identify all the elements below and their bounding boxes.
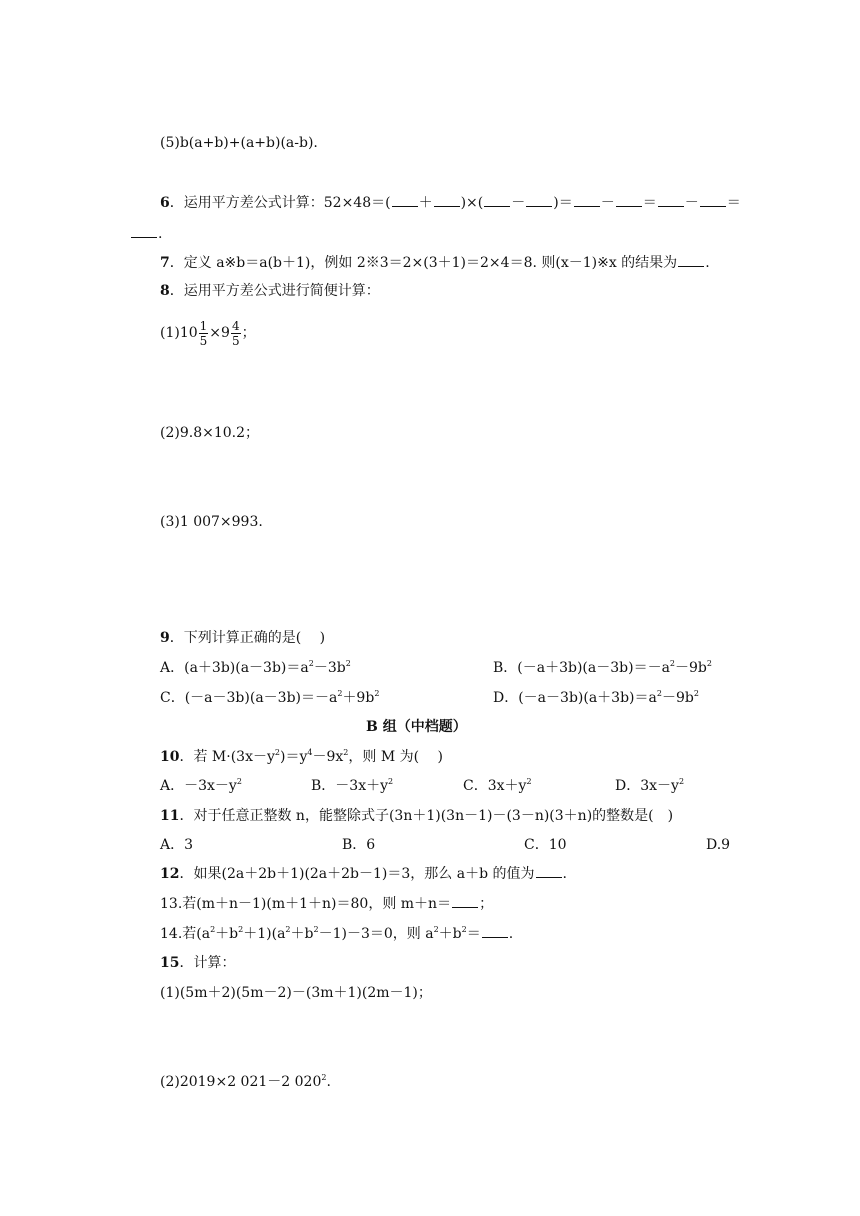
q12-end: . (562, 866, 567, 882)
q10-b-sup: 2 (388, 777, 394, 786)
q8-p1-end: ； (241, 325, 256, 341)
q9-option-c[interactable] (160, 688, 379, 708)
q8-number: 8 (160, 283, 170, 299)
q14-sup-5: 2 (433, 925, 439, 934)
q9-a-sup-2: 2 (345, 659, 351, 668)
question-12 (160, 864, 567, 884)
q7-blank[interactable] (678, 253, 704, 267)
q8-fraction-2 (231, 319, 241, 348)
q6-eq: )＝ (553, 195, 573, 211)
q11-option-d[interactable] (706, 835, 730, 855)
q12-blank[interactable] (536, 864, 562, 878)
question-10 (160, 747, 443, 767)
q7-end: . (705, 255, 710, 271)
q15-number: 15 (160, 955, 180, 971)
q14-sup-2: 2 (238, 925, 244, 934)
q9-b-text: B．(－a＋3b)(a－3b)＝－a (493, 660, 670, 676)
q10-option-c[interactable] (463, 776, 532, 796)
q11-a-text: A．3 (160, 837, 194, 853)
q13-blank[interactable] (452, 894, 478, 908)
q8-p1-lead: (1)10 (160, 325, 198, 341)
q6-minus-2: － (600, 195, 615, 211)
section-b-heading (366, 717, 467, 737)
q10-option-d[interactable] (615, 776, 684, 796)
q9-c-text-2: ＋9b (342, 690, 375, 706)
question-9 (160, 628, 325, 648)
q9-b-sup-2: 2 (706, 659, 712, 668)
q14-sup-4: 2 (313, 925, 319, 934)
question-11 (160, 806, 673, 826)
q14-text-6: ＋b (438, 926, 462, 942)
q14-sup-3: 2 (285, 925, 291, 934)
question-6 (160, 193, 741, 213)
q8-p1-mid: ×9 (209, 325, 230, 341)
q6-plus: ＋ (418, 195, 433, 211)
question-8 (160, 281, 380, 301)
question-7 (160, 253, 710, 273)
q12-number: 12 (160, 866, 180, 882)
q9-c-sup-2: 2 (374, 689, 380, 698)
q6-blank-9[interactable] (131, 224, 157, 238)
q8-f2-denominator: 5 (231, 333, 240, 348)
q15-p2-sup: 2 (321, 1073, 327, 1082)
q9-c-text: C．(－a－3b)(a－3b)＝－a (160, 690, 338, 706)
question-6-cont (130, 224, 162, 244)
q9-d-text-2: －9b (661, 690, 694, 706)
q8-f2-numerator: 4 (231, 318, 240, 333)
q6-eq-2: ＝ (642, 195, 657, 211)
question-15 (160, 953, 235, 973)
q9-b-text-2: －9b (675, 660, 707, 676)
q14-text-4: ＋b (290, 926, 314, 942)
question-5-part-5 (160, 133, 318, 153)
q14-text-1: 14.若(a (160, 926, 211, 942)
q14-text-3: ＋1)(a (243, 926, 286, 942)
q8-p2-text: (2)9.8×10.2； (160, 425, 259, 441)
q10-sup-3: 2 (343, 748, 349, 757)
q10-text-1: ．若 M·(3x－y (179, 749, 275, 765)
q10-b-text: B．－3x＋y (311, 778, 388, 794)
q8-fraction-1 (199, 319, 209, 348)
q9-b-sup-1: 2 (669, 659, 676, 668)
question-15-part-1 (160, 983, 432, 1003)
q10-a-sup: 2 (236, 777, 242, 786)
q9-a-sup-1: 2 (308, 659, 314, 668)
q11-number: 11 (160, 808, 180, 824)
q9-c-sup-1: 2 (337, 689, 343, 698)
question-8-part-3 (160, 512, 263, 532)
q13-end: ； (479, 896, 494, 912)
q10-text-2: )＝y (280, 749, 308, 765)
q10-sup-1: 2 (274, 748, 280, 757)
q9-text: ．下列计算正确的是( ) (169, 630, 326, 646)
q11-text: ．对于任意正整数 n，能整除式子(3n＋1)(3n－1)－(3－n)(3＋n)的整数是( ) (179, 808, 674, 824)
q9-number: 9 (160, 630, 170, 646)
q10-a-text: A．－3x－y (160, 778, 237, 794)
q14-end: . (508, 926, 514, 942)
q10-text-3: －9x (312, 749, 344, 765)
q6-blank-4[interactable] (526, 193, 552, 207)
q10-c-text: C．3x＋y (463, 778, 527, 794)
q9-d-sup-2: 2 (693, 689, 699, 698)
q6-blank-1[interactable] (392, 193, 418, 207)
q6-minus-3: － (684, 195, 699, 211)
q15-p2-text: (2)2019×2 021－2 020 (160, 1074, 322, 1090)
q14-sup-1: 2 (210, 925, 216, 934)
q8-p3-text: (3)1 007×993. (160, 514, 263, 530)
q12-text: ．如果(2a＋2b＋1)(2a＋2b－1)＝3，那么 a＋b 的值为 (179, 866, 535, 882)
q6-blank-5[interactable] (574, 193, 600, 207)
q9-d-text: D．(－a－3b)(a＋3b)＝a (493, 690, 657, 706)
q6-minus: － (511, 195, 526, 211)
q9-option-b[interactable] (493, 658, 712, 678)
question-8-part-2 (160, 423, 259, 443)
question-8-part-1 (160, 318, 256, 348)
q10-d-sup: 2 (678, 777, 685, 786)
q9-option-d[interactable] (493, 688, 699, 708)
q6-times: )×( (460, 195, 484, 211)
q14-sup-6: 2 (461, 925, 467, 934)
q10-option-b[interactable] (311, 776, 393, 796)
question-13 (160, 894, 493, 914)
q9-d-sup-1: 2 (656, 689, 662, 698)
q8-f1-numerator: 1 (199, 318, 208, 333)
q11-option-b[interactable] (342, 835, 375, 855)
q13-text: 13.若(m＋n－1)(m＋1＋n)＝80，则 m＋n＝ (160, 896, 452, 912)
q6-eq-3: ＝ (726, 195, 741, 211)
q14-blank[interactable] (482, 924, 508, 938)
q6-blank-3[interactable] (484, 193, 510, 207)
q10-option-a[interactable] (160, 776, 242, 796)
q6-lead: ．运用平方差公式计算：52×48＝( (169, 195, 391, 211)
q10-text-4: ，则 M 为( ) (348, 749, 443, 765)
q7-number: 7 (160, 255, 170, 271)
q6-blank-2[interactable] (434, 193, 460, 207)
question-14 (160, 924, 513, 944)
q14-text-5: －1)－3＝0，则 a (318, 926, 434, 942)
q9-a-text: A．(a＋3b)(a－3b)＝a (160, 660, 309, 676)
section-b-text: B 组（中档题） (366, 719, 467, 735)
q8-text: ．运用平方差公式进行简便计算： (169, 283, 380, 299)
q11-option-c[interactable] (524, 835, 567, 855)
q10-c-sup: 2 (526, 777, 532, 786)
q7-text: ．定义 a※b＝a(b＋1)，例如 2※3＝2×(3＋1)＝2×4＝8. 则(x－1)※x 的结果为 (169, 255, 678, 271)
q15-p1-text: (1)(5m＋2)(5m－2)－(3m＋1)(2m－1)； (160, 985, 432, 1001)
q10-d-text: D．3x－y (615, 778, 679, 794)
q5-part5-text: (5)b(a+b)+(a+b)(a-b). (160, 135, 318, 151)
q15-p2-end: . (326, 1074, 331, 1090)
q15-text: ．计算： (179, 955, 236, 971)
q10-number: 10 (160, 749, 180, 765)
q14-text-7: ＝ (466, 926, 481, 942)
q11-option-a[interactable] (160, 835, 193, 855)
q11-b-text: B．6 (342, 837, 376, 853)
question-15-part-2 (160, 1072, 331, 1092)
q6-blank-8[interactable] (700, 193, 726, 207)
q6-blank-7[interactable] (658, 193, 684, 207)
q6-end: . (158, 226, 163, 242)
q11-d-text: D.9 (706, 837, 731, 853)
q11-c-text: C．10 (524, 837, 567, 853)
q9-option-a[interactable] (160, 658, 351, 678)
q6-blank-6[interactable] (616, 193, 642, 207)
q14-text-2: ＋b (215, 926, 239, 942)
q6-number: 6 (160, 195, 170, 211)
q8-f1-denominator: 5 (199, 333, 208, 348)
q9-a-text-2: －3b (313, 660, 346, 676)
q10-sup-2: 4 (307, 748, 313, 757)
